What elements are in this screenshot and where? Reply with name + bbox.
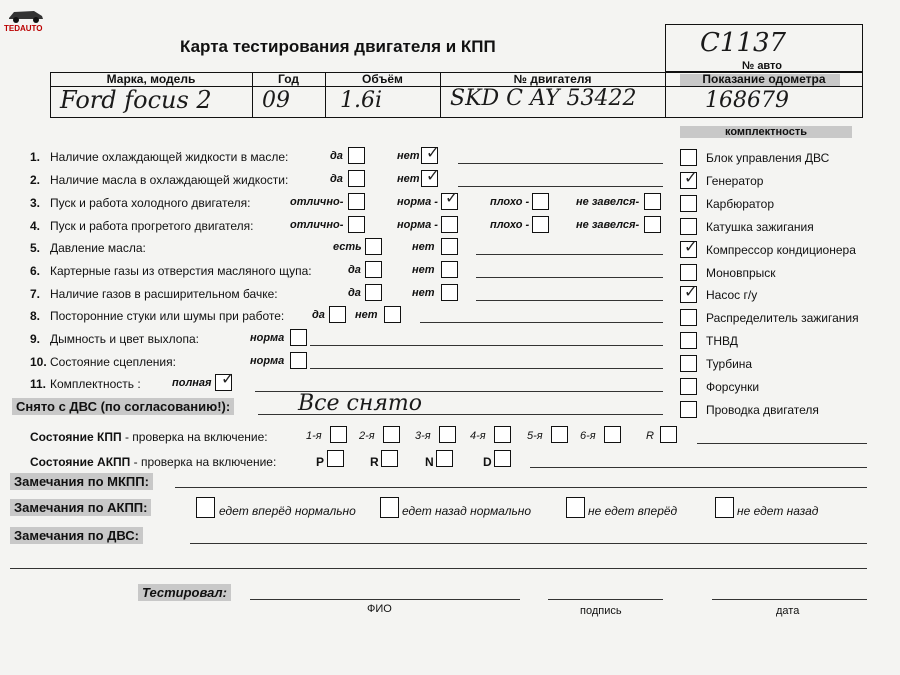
- item8-da-label: да: [312, 309, 325, 321]
- komplekt-mark-5: ✓: [684, 237, 698, 256]
- checklist-item-text: Наличие масла в охлаждающей жидкости:: [50, 173, 289, 187]
- komplekt-item-label-7: Насос г/у: [706, 288, 758, 302]
- komplekt-item-label-2: Генератор: [706, 174, 764, 188]
- akpp-gear-checkbox-3[interactable]: [436, 450, 453, 467]
- checklist-item-text: Давление масла:: [50, 241, 146, 255]
- item7-da-checkbox[interactable]: [365, 284, 382, 301]
- item11-mark: ✓: [221, 369, 235, 388]
- page-title: Карта тестирования двигателя и КПП: [180, 37, 496, 56]
- komplekt-checkbox-11[interactable]: [680, 378, 697, 395]
- kpp-label: Состояние КПП - проверка на включение:: [30, 430, 268, 444]
- item11-polnaya-label: полная: [172, 377, 212, 389]
- kpp-gear-checkbox-5[interactable]: [551, 426, 568, 443]
- item4-otlichno-checkbox[interactable]: [348, 216, 365, 233]
- item3-ploho-checkbox[interactable]: [532, 193, 549, 210]
- item1-da-checkbox[interactable]: [348, 147, 365, 164]
- checklist-item-text: Дымность и цвет выхлопа:: [50, 332, 199, 346]
- header-col-model: Марка, модель: [106, 72, 196, 86]
- akpp-no-backward-label: не едет назад: [737, 504, 819, 518]
- checklist-item-number: 5.: [30, 241, 41, 255]
- item3-ne-zavelsya-label: не завелся-: [576, 196, 640, 208]
- akpp-forward-ok-label: едет вперёд нормально: [219, 504, 356, 518]
- komplekt-item-label-3: Карбюратор: [706, 197, 775, 211]
- checklist-item-text: Состояние сцепления:: [50, 355, 176, 369]
- item3-norma-label: норма -: [397, 196, 438, 208]
- item8-da-checkbox[interactable]: [329, 306, 346, 323]
- header-value-odometer: 168679: [705, 88, 789, 113]
- komplekt-item-label-12: Проводка двигателя: [706, 403, 819, 417]
- item3-ne-zavelsya-checkbox[interactable]: [644, 193, 661, 210]
- komplekt-item-label-10: Турбина: [706, 357, 753, 371]
- komplekt-mark-7: ✓: [684, 282, 698, 301]
- checklist-item-1: [30, 150, 288, 164]
- komplekt-item-label-5: Компрессор кондиционера: [706, 243, 856, 257]
- akpp-forward-ok-checkbox[interactable]: [196, 497, 215, 518]
- komplekt-checkbox-12[interactable]: [680, 401, 697, 418]
- item10-norma-checkbox[interactable]: [290, 352, 307, 369]
- item4-ploho-label: плохо -: [490, 219, 530, 231]
- header-value-model: Ford focus 2: [60, 86, 212, 114]
- checklist-item-text: Комплектность :: [50, 377, 141, 391]
- item7-net-label: нет: [412, 287, 435, 299]
- header-value-volume: 1.6i: [340, 88, 383, 113]
- remarks-mkpp-label: Замечания по МКПП:: [10, 473, 153, 490]
- item4-otlichno-label: отлично-: [290, 219, 344, 231]
- item4-ne-zavelsya-checkbox[interactable]: [644, 216, 661, 233]
- item9-norma-label: норма: [250, 332, 285, 344]
- header-col-volume: Объём: [362, 72, 403, 86]
- checklist-item-text: Наличие охлаждающей жидкости в масле:: [50, 150, 289, 164]
- checklist-item-number: 8.: [30, 309, 41, 323]
- checklist-item-3: [30, 196, 250, 210]
- item6-da-checkbox[interactable]: [365, 261, 382, 278]
- item4-ne-zavelsya-label: не завелся-: [576, 219, 640, 231]
- komplekt-item-label-1: Блок управления ДВС: [706, 151, 830, 165]
- checklist-item-text: Наличие газов в расширительном бачке:: [50, 287, 278, 301]
- kpp-gear-checkbox-1[interactable]: [330, 426, 347, 443]
- checklist-item-number: 1.: [30, 150, 41, 164]
- komplekt-item-label-11: Форсунки: [706, 380, 760, 394]
- item5-net-label: нет: [412, 241, 435, 253]
- akpp-no-forward-label: не едет вперёд: [588, 504, 678, 518]
- checklist-item-number: 9.: [30, 332, 41, 346]
- checklist-item-number: 3.: [30, 196, 41, 210]
- item2-net-mark: ✓: [426, 166, 440, 185]
- akpp-label: Состояние АКПП - проверка на включение:: [30, 455, 277, 469]
- kpp-gear-checkbox-4[interactable]: [494, 426, 511, 443]
- akpp-backward-ok-checkbox[interactable]: [380, 497, 399, 518]
- car-icon: [6, 6, 46, 24]
- item4-norma-checkbox[interactable]: [441, 216, 458, 233]
- akpp-backward-ok-label: едет назад нормально: [402, 504, 532, 518]
- item8-net-checkbox[interactable]: [384, 306, 401, 323]
- tested-date-label: дата: [776, 605, 800, 617]
- item3-norma-mark: ✓: [445, 188, 459, 207]
- komplekt-title: комплектность: [680, 126, 852, 138]
- header-value-year: 09: [262, 88, 290, 113]
- item9-norma-checkbox[interactable]: [290, 329, 307, 346]
- item2-net-label: нет: [397, 173, 420, 185]
- komplekt-item-label-8: Распределитель зажигания: [706, 311, 859, 325]
- kpp-gear-label-1: 1-я: [306, 430, 322, 442]
- komplekt-checkbox-9[interactable]: [680, 332, 697, 349]
- checklist-item-7: [30, 287, 278, 301]
- item10-norma-label: норма: [250, 355, 285, 367]
- item5-est-checkbox[interactable]: [365, 238, 382, 255]
- remarks-dvs-label: Замечания по ДВС:: [10, 527, 143, 544]
- item1-net-mark: ✓: [426, 143, 440, 162]
- komplekt-checkbox-3[interactable]: [680, 195, 697, 212]
- komplekt-checkbox-10[interactable]: [680, 355, 697, 372]
- checklist-item-6: [30, 264, 312, 278]
- komplekt-mark-2: ✓: [684, 168, 698, 187]
- header-col-engine: № двигателя: [513, 72, 592, 86]
- akpp-gear-label-2: R: [370, 455, 379, 469]
- item1-net-label: нет: [397, 150, 420, 162]
- checklist-item-number: 11.: [30, 377, 47, 391]
- tested-sign-label: подпись: [580, 605, 622, 617]
- komplekt-checkbox-1[interactable]: [680, 149, 697, 166]
- kpp-gear-label-3: 3-я: [415, 430, 431, 442]
- komplekt-item-label-4: Катушка зажигания: [706, 220, 814, 234]
- akpp-no-backward-checkbox[interactable]: [715, 497, 734, 518]
- checklist-item-number: 2.: [30, 173, 41, 187]
- kpp-gear-checkbox-7[interactable]: [660, 426, 677, 443]
- akpp-gear-checkbox-4[interactable]: [494, 450, 511, 467]
- komplekt-item-label-6: Моновпрыск: [706, 266, 776, 280]
- item4-ploho-checkbox[interactable]: [532, 216, 549, 233]
- item4-norma-label: норма -: [397, 219, 438, 231]
- komplekt-checkbox-4[interactable]: [680, 218, 697, 235]
- item6-net-label: нет: [412, 264, 435, 276]
- item7-net-checkbox[interactable]: [441, 284, 458, 301]
- header-col-odometer: Показание одометра: [702, 72, 826, 86]
- kpp-gear-label-5: 5-я: [527, 430, 543, 442]
- komplekt-checkbox-8[interactable]: [680, 309, 697, 326]
- checklist-item-text: Картерные газы из отверстия масляного щупа:: [50, 264, 312, 278]
- item2-da-label: да: [330, 173, 343, 185]
- checklist-item-text: Пуск и работа прогретого двигателя:: [50, 219, 254, 233]
- logo: [4, 2, 48, 36]
- remarks-akpp-label: Замечания по АКПП:: [10, 499, 151, 516]
- removed-value: Все снято: [298, 391, 422, 416]
- item6-da-label: да: [348, 264, 361, 276]
- item2-da-checkbox[interactable]: [348, 170, 365, 187]
- auto-number-value: C1137: [700, 28, 787, 58]
- akpp-gear-label-1: P: [316, 455, 325, 469]
- item8-net-label: нет: [355, 309, 378, 321]
- komplekt-item-label-9: ТНВД: [706, 334, 738, 348]
- kpp-gear-checkbox-2[interactable]: [383, 426, 400, 443]
- checklist-item-2: [30, 173, 288, 187]
- kpp-gear-label-6: 6-я: [580, 430, 596, 442]
- checklist-item-9: [30, 332, 199, 346]
- checklist-item-text: Посторонние стуки или шумы при работе:: [50, 309, 285, 323]
- item6-net-checkbox[interactable]: [441, 261, 458, 278]
- checklist-item-11: [30, 377, 141, 391]
- kpp-gear-checkbox-6[interactable]: [604, 426, 621, 443]
- akpp-gear-checkbox-2[interactable]: [381, 450, 398, 467]
- akpp-gear-label-3: N: [425, 455, 434, 469]
- checklist-item-number: 6.: [30, 264, 41, 278]
- item3-otlichno-checkbox[interactable]: [348, 193, 365, 210]
- checklist-item-number: 4.: [30, 219, 41, 233]
- kpp-gear-checkbox-3[interactable]: [439, 426, 456, 443]
- checklist-item-10: [30, 355, 176, 369]
- item5-est-label: есть: [333, 241, 362, 253]
- akpp-no-forward-checkbox[interactable]: [566, 497, 585, 518]
- kpp-gear-label-4: 4-я: [470, 430, 486, 442]
- auto-number-label: № авто: [742, 60, 783, 72]
- akpp-gear-checkbox-1[interactable]: [327, 450, 344, 467]
- komplekt-checkbox-6[interactable]: [680, 264, 697, 281]
- checklist-item-4: [30, 219, 254, 233]
- checklist-item-number: 7.: [30, 287, 41, 301]
- item3-ploho-label: плохо -: [490, 196, 530, 208]
- checklist-item-text: Пуск и работа холодного двигателя:: [50, 196, 251, 210]
- item7-da-label: да: [348, 287, 361, 299]
- tested-fio-label: ФИО: [367, 603, 392, 615]
- header-value-engine: SKD C AY 53422: [450, 86, 637, 111]
- kpp-gear-label-7: R: [646, 430, 654, 442]
- item3-otlichno-label: отлично-: [290, 196, 344, 208]
- kpp-gear-label-2: 2-я: [359, 430, 375, 442]
- header-col-year: Год: [278, 72, 299, 86]
- item1-da-label: да: [330, 150, 343, 162]
- logo-text: TEDAUTO: [4, 24, 43, 33]
- item5-net-checkbox[interactable]: [441, 238, 458, 255]
- tested-label: Тестировал:: [138, 584, 231, 601]
- checklist-item-8: [30, 309, 284, 323]
- checklist-item-number: 10.: [30, 355, 47, 369]
- akpp-gear-label-4: D: [483, 455, 492, 469]
- removed-label: Снято с ДВС (по согласованию!):: [12, 398, 234, 415]
- checklist-item-5: [30, 241, 146, 255]
